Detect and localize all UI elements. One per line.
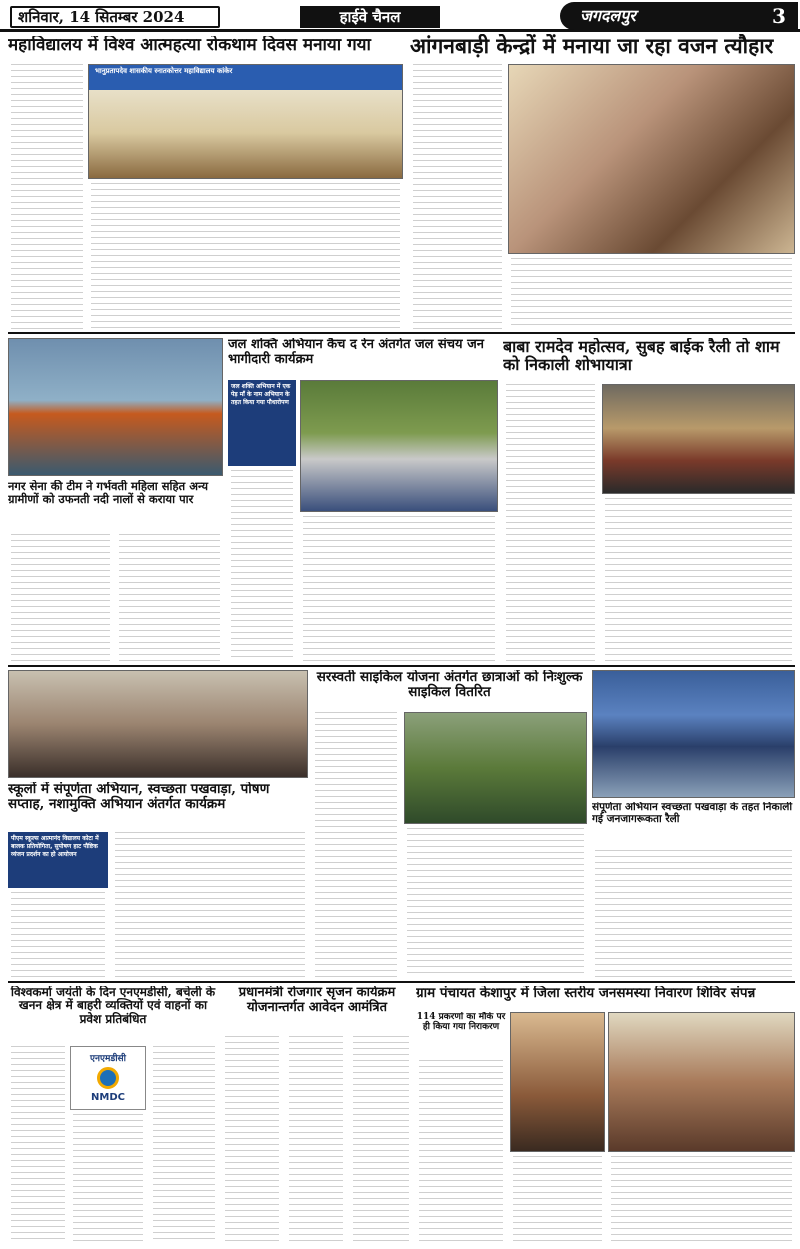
article-text-pmegp: [222, 1036, 282, 1244]
article-text-kesapur-camp-3: [608, 1156, 795, 1244]
article-text-ramdev-festival-2: [602, 498, 795, 662]
nmdc-logo-abbr: NMDC: [91, 1092, 125, 1103]
article-text-nmdc-3: [150, 1046, 218, 1244]
photo-anganwadi-weighing: [508, 64, 795, 254]
article-text-cycle-distribution: [312, 712, 400, 977]
headline-cycle-distribution: सरस्वती साइकिल योजना अंतर्गत छात्राओं को निःशुल्क साइकिल वितरित: [316, 670, 583, 701]
photo-cycle-distribution: [404, 712, 587, 824]
article-text-nmdc-2: [70, 1114, 146, 1244]
headline-awareness-rally: संपूर्णता अभियान स्वच्छता पखवाड़ा के तहत निकाली गई जनजागरूकता रैली: [592, 802, 793, 825]
article-text-nmdc: [8, 1046, 68, 1244]
headline-kesapur-camp: ग्राम पंचायत केशापुर में जिला स्तरीय जनसमस्या निवारण शिविर संपन्न: [416, 986, 756, 1001]
photo-camp-beneficiaries: [608, 1012, 795, 1152]
headline-ramdev-festival: बाबा रामदेव महोत्सव, सुबह बाईक रैली तो शाम को निकाली शोभायात्रा: [503, 338, 780, 374]
photo-banner-text: भानुप्रतापदेव शासकीय स्नातकोत्तर महाविद्यालय कांकेर: [95, 67, 233, 75]
article-text-river-rescue: [8, 534, 113, 662]
article-text-pmegp-2: [286, 1036, 346, 1244]
section-divider-3: [8, 981, 795, 983]
city-name: जगदलपुर: [560, 2, 760, 30]
headline-water-conservation: जल शक्ति अभियान कैच द रेन अंतर्गत जल संचय जन भागीदारी कार्यक्रम: [228, 338, 484, 367]
article-text-ramdev-festival: [503, 384, 598, 662]
photo-college-event: [88, 64, 403, 179]
article-text-weight-festival-2: [508, 258, 795, 329]
photo-bike-rally: [602, 384, 795, 494]
article-text-pmegp-3: [350, 1036, 412, 1244]
article-text-weight-festival: [410, 64, 505, 329]
headline-weight-festival: आंगनबाड़ी केन्द्रों में मनाया जा रहा वजन त्यौहार: [410, 34, 774, 58]
headline-river-rescue: नगर सेना की टीम ने गर्भवती महिला सहित अन्य ग्रामीणों को उफनती नदी नालों से कराया पार: [8, 480, 209, 506]
page-number: 3: [760, 2, 798, 30]
nmdc-logo-icon: [97, 1067, 119, 1089]
nmdc-logo-hindi: एनएमडीसी: [90, 1054, 126, 1064]
article-text-suicide-prevention: [8, 64, 86, 329]
article-text-cycle-distribution-2: [404, 828, 587, 977]
article-text-suicide-prevention-2: [88, 183, 403, 329]
article-text-kesapur-camp-2: [510, 1156, 605, 1244]
photo-river-rescue: [8, 338, 223, 476]
article-text-school-campaign-2: [112, 832, 308, 977]
photo-water-conservation: [300, 380, 498, 512]
headline-pmegp: प्रधानमंत्री रोजगार सृजन कार्यक्रम योजनान्तर्गत आवेदन आमंत्रित: [238, 986, 396, 1015]
article-text-water-conservation: [228, 470, 296, 662]
article-text-kesapur-camp: [416, 1060, 506, 1244]
issue-date: शनिवार, 14 सितम्बर 2024: [10, 6, 220, 28]
article-text-school-campaign: [8, 892, 108, 977]
infobox-tree-plantation: जल शक्ति अभियान में एक पेड़ माँ के नाम अभियान के तहत किया गया पौधारोपण: [228, 380, 296, 466]
photo-awareness-rally: [592, 670, 795, 798]
article-text-awareness-rally: [592, 850, 795, 977]
headline-school-campaign: स्कूलों में संपूर्णता अभियान, स्वच्छता पखवाड़ा, पोषण सप्ताह, नशामुक्ति अभियान अंतर्गत कार्यक्रम: [8, 782, 270, 813]
article-text-river-rescue-2: [116, 534, 223, 662]
paper-name: हाईवे चैनल: [300, 6, 440, 28]
headline-suicide-prevention: महाविद्यालय में विश्व आत्महत्या रोकथाम दिवस मनाया गया: [8, 36, 371, 55]
photo-school-campaign: [8, 670, 308, 778]
section-divider-2: [8, 665, 795, 667]
section-divider: [8, 332, 795, 334]
nmdc-logo: [70, 1046, 146, 1110]
photo-camp-official: [510, 1012, 605, 1152]
headline-nmdc: विश्वकर्मा जयंती के दिन एनएमडीसी, बचेली के खनन क्षेत्र में बाहरी व्यक्तियों एवं वाहनों का प्रवेश प्रतिबंधित: [10, 986, 216, 1026]
subheadline-kesapur-camp: 114 प्रकरणों का मौके पर ही किया गया निराकरण: [416, 1012, 506, 1033]
article-text-water-conservation-2: [300, 516, 498, 662]
infobox-pm-school: पीएम स्कूल्स आत्मानंद विद्यालय कोटा में बालक प्रतियोगिता, सुपोषण हाट पौष्टिक व्यंजन प्रदर्शन का हो आयोजन: [8, 832, 108, 888]
